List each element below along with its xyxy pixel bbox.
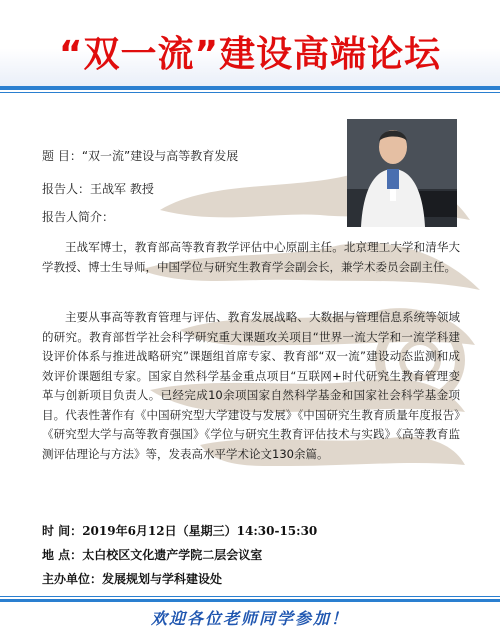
place-row: [42, 546, 262, 563]
subject-value: “双一流”建设与高等教育发展: [81, 149, 239, 163]
time-label: 时 间：: [42, 524, 83, 538]
speaker-row: [42, 180, 154, 197]
bio-paragraph-2: 主要从事高等教育管理与评估、教育发展战略、大数据与管理信息系统等领域的研究。教育部哲学社会科学研究重大课题攻关项目“世界一流大学和一流学科建设评价体系与推进战略研究”课题组首席专家、教育部“双一流”建设动态监测和成效评价课题组专家。国家自然科学基金重点项目“互联网+时代研究生教育管理变革与创新项目负责人。已经完成10余项国家自然科学基金和国家社会科学基金项目。代表性著作有《中国研究型大学建设与发展》《中国研究生教育质量年度报告》《研究型大学与高等教育强国》《学位与研究生教育评估技术与实践》《高等教育监测评估理论与方法》等，发表高水平学术论文130余篇。: [42, 310, 460, 461]
organizer-value: 发展规划与学科建设处: [102, 572, 223, 586]
place-value: 太白校区文化遗产学院二层会议室: [82, 548, 263, 562]
speaker-value: 王战军 教授: [90, 182, 154, 196]
bottom-rule: [0, 599, 500, 602]
bio-paragraph-1: 王战军博士，教育部高等教育教学评估中心原副主任。北京理工大学和清华大学教授、博士生导师，中国学位与研究生教育学会副会长，兼学术委员会副主任。: [42, 240, 460, 274]
organizer-row: [42, 570, 222, 587]
subject-label: 题 目：: [42, 149, 82, 163]
time-row: [42, 522, 317, 539]
speaker-label: 报告人：: [42, 182, 91, 196]
speaker-photo: [347, 119, 457, 227]
time-value: 2019年6月12日（星期三）14:30-15:30: [82, 524, 318, 538]
place-label: 地 点：: [42, 548, 83, 562]
subject-row: [42, 147, 238, 164]
organizer-label: 主办单位：: [42, 572, 103, 586]
bottom-rule-thin: [0, 596, 500, 597]
bio-label: 报告人简介：: [42, 210, 115, 224]
top-rule-thin: [0, 92, 500, 93]
welcome-banner: 欢迎各位老师同学参加！: [150, 609, 349, 628]
top-rule: [0, 86, 500, 90]
page-title: “双一流”建设高端论坛: [58, 34, 442, 75]
